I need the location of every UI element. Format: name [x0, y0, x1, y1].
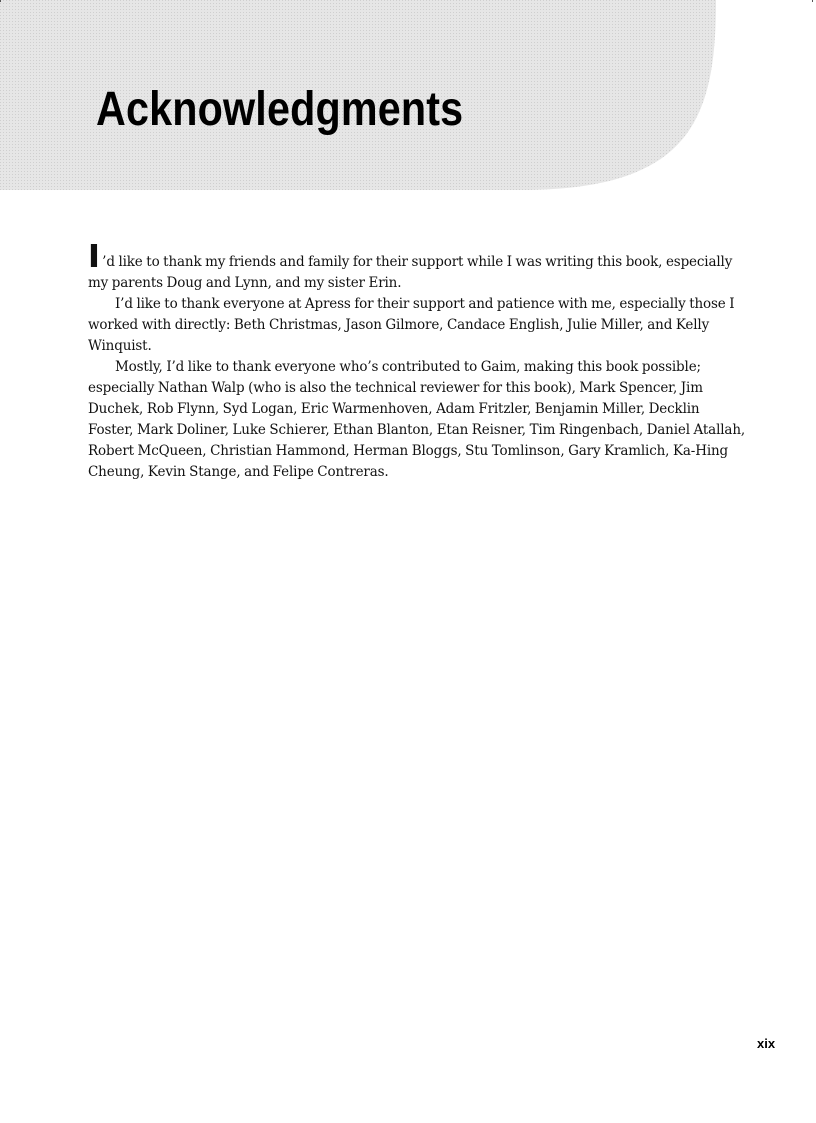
drop-cap: I: [88, 237, 100, 274]
paragraph-1: [88, 237, 748, 294]
acknowledgments-body: [88, 237, 748, 483]
crop-mark-left: [0, 0, 1, 2]
chapter-title: Acknowledgments: [96, 83, 464, 136]
paragraph-1-text: ’d like to thank my friends and family for their support while I was writing this book, especially my parents Doug and Lynn, and my sister Erin.: [88, 254, 733, 291]
paragraph-2: I’d like to thank everyone at Apress for their support and patience with me, especially those I worked with directly: Beth Christmas, Jason Gilmore, Candace English, Julie Miller, and Kelly Winquist.: [88, 296, 735, 354]
paragraph-3: Mostly, I’d like to thank everyone who’s contributed to Gaim, making this book possible; especially Nathan Walp (who is also the technical reviewer for this book), Mark Spencer, Jim Duchek, Rob Flynn, Syd Logan, Eric Warmenhoven, Adam Fritzler, Benjamin Miller, Decklin Foster, Mark Doliner, Luke Schierer, Ethan Blanton, Etan Reisner, Tim Ringenbach, Daniel Atallah, Robert McQueen, Christian Hammond, Herman Bloggs, Stu Tomlinson, Gary Kramlich, Ka-Hing Cheung, Kevin Stange, and Felipe Contreras.: [88, 359, 746, 480]
page-number: xix: [757, 1036, 776, 1051]
crop-mark-right: [812, 0, 813, 2]
